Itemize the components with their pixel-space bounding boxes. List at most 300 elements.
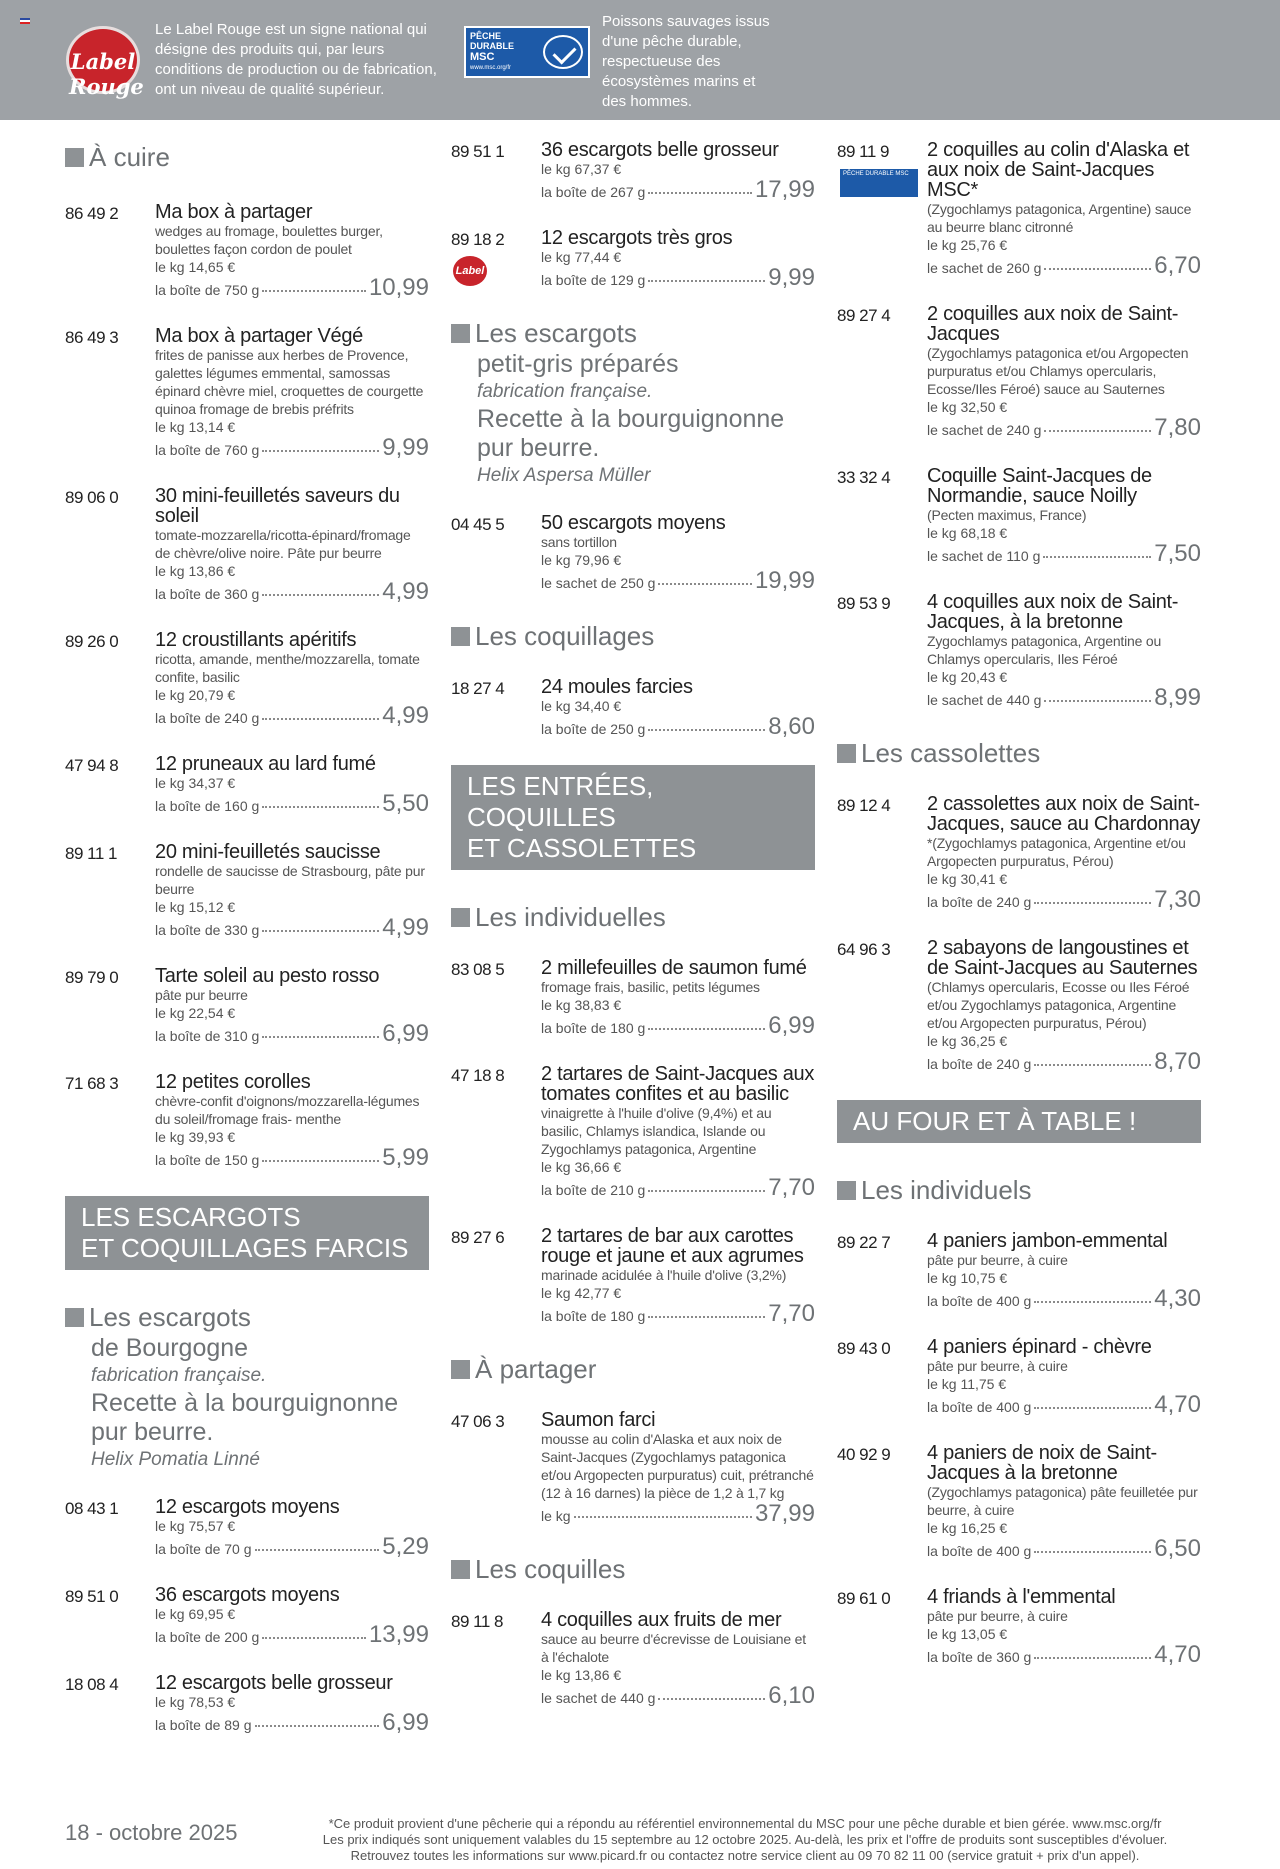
package-size: le sachet de 440 g (541, 1690, 656, 1706)
price-line (541, 1684, 815, 1708)
package-size: la boîte de 310 g (155, 1028, 260, 1044)
product-price: 7,70 (768, 1300, 815, 1327)
product-list (65, 202, 429, 1170)
product-price: 4,70 (1154, 1641, 1201, 1668)
price-line (155, 704, 429, 728)
product-description: tomate-mozzarella/ricotta-épinard/fromage de chèvre/olive noire. Pâte pur beurre (155, 527, 411, 561)
product-price: 37,99 (754, 1500, 815, 1527)
price-per-kg: le kg 25,76 € (927, 237, 1008, 253)
package-size: le sachet de 250 g (541, 575, 656, 591)
package-size: la boîte de 160 g (155, 798, 260, 814)
product-item (837, 140, 1201, 278)
product-body (927, 140, 1201, 278)
dotted-leader (262, 290, 366, 292)
product-code: 47 06 3 (451, 1412, 505, 1431)
price-line (155, 1146, 429, 1170)
dotted-leader (1034, 1301, 1151, 1303)
product-body (155, 1497, 429, 1559)
dotted-leader (648, 280, 765, 282)
package-size: la boîte de 240 g (927, 894, 1032, 910)
package-size: la boîte de 129 g (541, 272, 646, 288)
product-description: *(Zygochlamys patagonica, Argentine et/ou Argopecten purpuratus, Pérou) (927, 835, 1186, 869)
product-price: 6,99 (768, 1012, 815, 1039)
product-price: 5,99 (382, 1144, 429, 1171)
product-body (155, 1673, 429, 1735)
product-price: 17,99 (754, 176, 815, 203)
product-body (927, 1337, 1201, 1417)
product-name: 4 coquilles aux noix de Saint-Jacques, à la bretonne (927, 591, 1179, 633)
product-name: 24 moules farcies (541, 676, 693, 698)
product-list (65, 1497, 429, 1735)
product-code: 89 27 6 (451, 1228, 505, 1247)
product-description: ricotta, amande, menthe/mozzarella, tomate confite, basilic (155, 651, 420, 685)
product-item (65, 1497, 429, 1559)
product-list (451, 513, 815, 593)
product-body (927, 938, 1201, 1074)
footer-legal-text: *Ce produit provient d'une pêcherie qui a répondu au référentiel environnemental du MSC pour une pêche durable et bien gérée. www.msc.org/fr Les prix indiqués sont uniquement valables du 15 septembre au 12 octobre 2025. Au-delà, les prix et l'offre de produits sont susceptibles d'évoluer. Retrouvez toutes les informations sur www.picard.fr ou contactez notre service client au 09 70 82 11 00 (service gratuit + prix d'un appel). (322, 1816, 1168, 1863)
price-line (927, 1393, 1201, 1417)
product-body (155, 842, 429, 940)
package-size: la boîte de 330 g (155, 922, 260, 938)
price-per-kg: le kg 13,05 € (927, 1626, 1008, 1642)
package-size: la boîte de 180 g (541, 1020, 646, 1036)
dotted-leader (658, 1698, 765, 1700)
product-description: marinade acidulée à l'huile d'olive (3,2%) (541, 1267, 787, 1283)
product-price: 6,99 (382, 1709, 429, 1736)
price-per-kg: le kg 11,75 € (927, 1376, 1007, 1392)
price-line (541, 569, 815, 593)
package-size: la boîte de 267 g (541, 184, 646, 200)
square-bullet-icon (451, 324, 470, 343)
header-band (0, 0, 1280, 120)
product-name: 2 cassolettes aux noix de Saint-Jacques, sauce au Chardonnay (927, 793, 1200, 835)
price-line (155, 1711, 429, 1735)
product-list (451, 677, 815, 739)
price-line (541, 715, 815, 739)
dotted-leader (262, 594, 379, 596)
dotted-leader (1043, 556, 1151, 558)
dotted-leader (1034, 902, 1151, 904)
dotted-leader (658, 583, 752, 585)
product-code: 33 32 4 (837, 468, 891, 487)
product-price: 10,99 (368, 274, 429, 301)
product-item (837, 1443, 1201, 1561)
product-description: (Zygochlamys patagonica et/ou Argopecten purpuratus et/ou Chlamys opercularis, Ecosse/Iles Féroé) sauce au Sauternes (927, 345, 1189, 397)
product-description: (Pecten maximus, France) (927, 507, 1087, 523)
product-name: 50 escargots moyens (541, 512, 726, 534)
product-code: 89 06 0 (65, 488, 119, 507)
product-description: fromage frais, basilic, petits légumes (541, 979, 760, 995)
product-item (837, 1231, 1201, 1311)
price-line (155, 792, 429, 816)
price-per-kg: le kg 15,12 € (155, 899, 236, 915)
product-code: 89 53 9 (837, 594, 891, 613)
product-item (451, 140, 815, 202)
msc-text: Poissons sauvages issus d'une pêche durable, respectueuse des écosystèmes marins et des hommes. (602, 13, 770, 110)
product-body (927, 1231, 1201, 1311)
product-name: 2 millefeuilles de saumon fumé (541, 957, 807, 979)
product-name: 2 coquilles au colin d'Alaska et aux noix de Saint-Jacques MSC* (927, 139, 1190, 201)
product-name: 4 paniers jambon-emmental (927, 1230, 1168, 1252)
price-line (927, 1050, 1201, 1074)
product-code: 89 51 1 (451, 142, 505, 161)
section-banner: AU FOUR ET À TABLE ! (837, 1100, 1201, 1143)
product-price: 6,10 (768, 1682, 815, 1709)
dotted-leader (262, 1036, 379, 1038)
product-code: 89 26 0 (65, 632, 119, 651)
price-per-kg: le kg 13,86 € (155, 563, 236, 579)
product-body (541, 677, 815, 739)
product-description: vinaigrette à l'huile d'olive (9,4%) et au basilic, Chlamys islandica, Islande ou Zygochlamys patagonica, Argentine (541, 1105, 772, 1157)
price-line (927, 542, 1201, 566)
price-line (927, 1643, 1201, 1667)
product-item (837, 1587, 1201, 1667)
price-per-kg: le kg 34,37 € (155, 775, 236, 791)
product-description: sans tortillon (541, 534, 617, 550)
product-item (451, 1226, 815, 1326)
product-item (65, 486, 429, 604)
product-item (451, 958, 815, 1038)
product-body (155, 966, 429, 1046)
product-price: 5,29 (382, 1533, 429, 1560)
product-description: (Zygochlamys patagonica) pâte feuilletée pur beurre, à cuire (927, 1484, 1198, 1518)
column-1: À cuire 86 49 2 Ma box à partager wedges au fromage, boulettes burger, boulettes façon cordon de poulet le kg 14,65 € la boîte de 750 g 10,99 86 49 3 Ma box à partager Végé frites de panisse aux herbes de Provence, galettes légumes emmental, samossas épinard chèvre miel, croquettes de courgette quinoa fromage de brebis préfrits le kg 13,14 € la boîte de 760 g 9,99 89 06 0 30 mini-feuilletés saveurs du soleil tomate-mozzarella/ricotta-épinard/fromage de chèvre/olive noire. Pâte pur beurre le kg 13,86 € la boîte de 360 g 4,99 89 26 0 12 croustillants apéritifs ricotta, amande, menthe/mozzarella, tomate confite, basilic le kg 20,79 € la boîte de 240 g 4,99 47 94 8 12 pruneaux au lard fumé le kg 34,37 € la boîte de 160 g 5,50 89 11 1 20 mini-feuilletés saucisse rondelle de saucisse de Strasbourg, pâte pur beurre le kg 15,12 € la boîte de 330 g 4,99 89 79 0 Tarte soleil au pesto rosso pâte pur beurre le kg 22,54 € la boîte de 310 g 6,99 71 68 3 12 petites corolles chèvre-confit d'oignons/mozzarella-légumes du soleil/fromage frais- menthe le kg 39,93 € la boîte de 150 g 5,99 LES ESCARGOTS ET COQUILLAGES FARCIS Les escargots de Bourgogne fabrication française. Recette à la bourguignonne pur beurre. Helix Pomatia Linné 08 43 1 12 escargots moyens le kg 75,57 € la boîte de 70 g 5,29 89 51 0 36 escargots moyens le kg 69,95 € la boîte de 200 g 13,99 18 08 4 12 escargots belle grosseur le kg 78,53 € la boîte de 89 g 6,99 (65, 142, 429, 1736)
price-per-kg: le kg 68,18 € (927, 525, 1008, 541)
square-bullet-icon (451, 1560, 470, 1579)
product-list (837, 794, 1201, 1074)
column-3 (837, 140, 1201, 1693)
price-per-kg: le kg 30,41 € (927, 871, 1008, 887)
square-bullet-icon (65, 148, 84, 167)
product-item (451, 1064, 815, 1200)
product-price: 4,70 (1154, 1391, 1201, 1418)
package-size: le sachet de 240 g (927, 422, 1042, 438)
price-per-kg: le kg 39,93 € (155, 1129, 236, 1145)
square-bullet-icon (451, 908, 470, 927)
product-price: 8,60 (768, 713, 815, 740)
product-list (451, 1610, 815, 1708)
price-line (541, 1014, 815, 1038)
product-name: 12 petites corolles (155, 1071, 311, 1093)
product-name: 4 coquilles aux fruits de mer (541, 1609, 782, 1631)
french-flag-icon (20, 18, 30, 24)
product-body (155, 202, 429, 300)
product-description: (Zygochlamys patagonica, Argentine) sauce au beurre blanc citronné (927, 201, 1192, 235)
dotted-leader (1044, 430, 1151, 432)
section-heading: Les coquillages (451, 619, 815, 661)
product-item (837, 304, 1201, 440)
product-code: 89 12 4 (837, 796, 891, 815)
price-per-kg: le kg 20,43 € (927, 669, 1008, 685)
package-size: la boîte de 240 g (927, 1056, 1032, 1072)
product-code: 40 92 9 (837, 1445, 891, 1464)
price-line (927, 1537, 1201, 1561)
product-price: 8,99 (1154, 684, 1201, 711)
price-line (541, 178, 815, 202)
product-body (541, 140, 815, 202)
product-item (451, 513, 815, 593)
package-size: la boîte de 360 g (927, 1649, 1032, 1665)
package-size: la boîte de 240 g (155, 710, 260, 726)
product-name: 2 tartares de Saint-Jacques aux tomates confites et au basilic (541, 1063, 815, 1105)
product-body (155, 1585, 429, 1647)
price-per-kg: le kg 36,66 € (541, 1159, 622, 1175)
product-body (155, 486, 429, 604)
dotted-leader (1034, 1551, 1151, 1553)
product-body (927, 304, 1201, 440)
product-price: 9,99 (382, 434, 429, 461)
product-code: 89 22 7 (837, 1233, 891, 1252)
dotted-leader (1034, 1407, 1151, 1409)
package-size: la boîte de 180 g (541, 1308, 646, 1324)
product-body (541, 1226, 815, 1326)
price-per-kg: le kg 69,95 € (155, 1606, 236, 1622)
product-code: 86 49 3 (65, 328, 119, 347)
square-bullet-icon (451, 627, 470, 646)
label-rouge-text: Le Label Rouge est un signe national qui désigne des produits qui, par leurs conditions de production ou de fabrication, ont un niveau de qualité supérieur. (155, 21, 437, 98)
product-item (837, 938, 1201, 1074)
package-size: la boîte de 360 g (155, 586, 260, 602)
product-item (65, 842, 429, 940)
dotted-leader (262, 806, 379, 808)
price-line (927, 1287, 1201, 1311)
product-code: 89 27 4 (837, 306, 891, 325)
product-name: 2 sabayons de langoustines et de Saint-Jacques au Sauternes (927, 937, 1198, 979)
product-code: 89 43 0 (837, 1339, 891, 1358)
price-per-kg: le kg 38,83 € (541, 997, 622, 1013)
dotted-leader (262, 1637, 366, 1639)
dotted-leader (574, 1516, 752, 1518)
product-item (65, 326, 429, 460)
dotted-leader (262, 1160, 379, 1162)
product-description: rondelle de saucisse de Strasbourg, pâte pur beurre (155, 863, 425, 897)
product-name: Ma box à partager (155, 201, 313, 223)
product-name: Saumon farci (541, 1409, 656, 1431)
product-code: 89 18 2 (451, 230, 505, 249)
product-code: 86 49 2 (65, 204, 119, 223)
product-price: 13,99 (368, 1621, 429, 1648)
price-line (541, 266, 815, 290)
product-code: 18 27 4 (451, 679, 505, 698)
product-body (927, 794, 1201, 912)
product-price: 8,70 (1154, 1048, 1201, 1075)
package-size: la boîte de 400 g (927, 1293, 1032, 1309)
page-number: 18 - octobre 2025 (65, 1820, 238, 1845)
product-price: 7,50 (1154, 540, 1201, 567)
package-size: la boîte de 210 g (541, 1182, 646, 1198)
msc-fish-icon (543, 35, 583, 69)
section-heading: Les escargots (65, 1300, 429, 1334)
square-bullet-icon (837, 1181, 856, 1200)
product-price: 7,30 (1154, 886, 1201, 913)
product-item (65, 754, 429, 816)
package-size: la boîte de 760 g (155, 442, 260, 458)
product-item (65, 630, 429, 728)
price-line (155, 1623, 429, 1647)
product-price: 6,70 (1154, 252, 1201, 279)
price-per-kg: le kg 13,14 € (155, 419, 236, 435)
dotted-leader (648, 192, 752, 194)
dotted-leader (262, 450, 379, 452)
product-item (65, 1673, 429, 1735)
price-per-kg: le kg 16,25 € (927, 1520, 1008, 1536)
price-line (927, 254, 1201, 278)
product-item (65, 202, 429, 300)
dotted-leader (262, 718, 379, 720)
price-line (155, 580, 429, 604)
product-name: 20 mini-feuilletés saucisse (155, 841, 381, 863)
price-per-kg: le kg 32,50 € (927, 399, 1008, 415)
column-2: 89 51 1 36 escargots belle grosseur le kg 67,37 € la boîte de 267 g 17,99 89 18 2 Label Rouge 12 escargots très gros le kg 77,44 € la boîte de 129 g 9,99 Les escargots petit-gris préparés fabrication française. Recette à la bourguignonne pur beurre. Helix Aspersa Müller 04 45 5 50 escargots moyens sans tortillon le kg 79,96 € le sachet de 250 g 19,99 Les coquillages 18 27 4 24 moules farcies le kg 34,40 € la boîte de 250 g 8,60 LES ENTRÉES, COQUILLES ET CASSOLETTES Les individuelles 83 08 5 2 millefeuilles de saumon fumé fromage frais, basilic, petits légumes le kg 38,83 € la boîte de 180 g 6,99 47 18 8 2 tartares de Saint-Jacques aux tomates confites et au basilic vinaigrette à l'huile d'olive (9,4%) et au basilic, Chlamys islandica, Islande ou Zygochlamys patagonica, Argentine le kg 36,66 € la boîte de 210 g 7,70 89 27 6 2 tartares de bar aux carottes rouge et jaune et aux agrumes marinade acidulée à l'huile d'olive (3,2%) le kg 42,77 € la boîte de 180 g 7,70 À partager 47 06 3 Saumon farci mousse au colin d'Alaska et aux noix de Saint-Jacques (Zygochlamys patagonica et/ou Argopecten purpuratus) cuit, prétranché (12 à 16 darnes) la pièce de 1,2 à 1,7 kg le kg 37,99 Les coquilles 89 11 8 4 coquilles aux fruits de mer sauce au beurre d'écrevisse de Louisiane et à l'échalote le kg 13,86 € le sachet de 440 g 6,10 (451, 139, 815, 1709)
product-body (541, 1064, 815, 1200)
product-body (541, 958, 815, 1038)
section-heading: Les individuelles (451, 900, 815, 942)
price-per-kg: le kg 36,25 € (927, 1033, 1008, 1049)
price-line (927, 416, 1201, 440)
product-body (155, 1072, 429, 1170)
product-list (451, 958, 815, 1326)
section-banner: LES ENTRÉES, COQUILLES ET CASSOLETTES (451, 765, 815, 870)
package-size: la boîte de 150 g (155, 1152, 260, 1168)
product-code: 89 79 0 (65, 968, 119, 987)
product-description: chèvre-confit d'oignons/mozzarella-légumes du soleil/fromage frais- menthe (155, 1093, 420, 1127)
product-code: 64 96 3 (837, 940, 891, 959)
product-body (541, 513, 815, 593)
dotted-leader (1044, 700, 1151, 702)
product-name: 4 paniers épinard - chèvre (927, 1336, 1152, 1358)
label-rouge-badge-icon: Label Rouge (453, 256, 487, 286)
product-list (837, 140, 1201, 710)
square-bullet-icon (451, 1360, 470, 1379)
product-item (837, 592, 1201, 710)
product-item (451, 1410, 815, 1526)
section-heading: À cuire (65, 140, 429, 182)
dotted-leader (1044, 268, 1151, 270)
price-line (155, 1022, 429, 1046)
product-body (927, 1587, 1201, 1667)
product-description: pâte pur beurre, à cuire (927, 1358, 1068, 1374)
price-line (541, 1502, 815, 1526)
product-body (927, 1443, 1201, 1561)
product-description: (Chlamys opercularis, Ecosse ou Iles Féroé et/ou Zygochlamys patagonica, Argentine et/ou Argopecten purpuratus, Pérou) (927, 979, 1190, 1031)
dotted-leader (262, 930, 379, 932)
product-code: 04 45 5 (451, 515, 505, 534)
product-price: 9,99 (768, 264, 815, 291)
package-size: la boîte de 750 g (155, 282, 260, 298)
product-item (837, 466, 1201, 566)
product-item (837, 794, 1201, 912)
product-description: pâte pur beurre (155, 987, 248, 1003)
product-description: wedges au fromage, boulettes burger, boulettes façon cordon de poulet (155, 223, 383, 257)
product-code: 47 18 8 (451, 1066, 505, 1085)
package-size: le sachet de 110 g (927, 548, 1041, 564)
price-per-kg: le kg 34,40 € (541, 698, 622, 714)
product-name: 4 friands à l'emmental (927, 1586, 1116, 1608)
product-name: 12 escargots très gros (541, 227, 733, 249)
product-price: 4,99 (382, 702, 429, 729)
product-code: 89 61 0 (837, 1589, 891, 1608)
product-name: 2 tartares de bar aux carottes rouge et jaune et aux agrumes (541, 1225, 804, 1267)
price-per-kg: le kg 10,75 € (927, 1270, 1008, 1286)
package-size: la boîte de 89 g (155, 1717, 252, 1733)
product-price: 4,99 (382, 578, 429, 605)
label-rouge-logo-icon: Label Rouge (66, 26, 140, 94)
product-item (65, 966, 429, 1046)
product-name: 12 pruneaux au lard fumé (155, 753, 376, 775)
package-size: la boîte de 250 g (541, 721, 646, 737)
price-line (155, 1535, 429, 1559)
product-name: 36 escargots moyens (155, 1584, 340, 1606)
price-per-kg: le kg 42,77 € (541, 1285, 622, 1301)
product-name: Coquille Saint-Jacques de Normandie, sauce Noilly (927, 465, 1152, 507)
section-heading: Les cassolettes (837, 736, 1201, 778)
product-name: 36 escargots belle grosseur (541, 139, 779, 161)
price-per-kg: le kg 14,65 € (155, 259, 236, 275)
price-line (927, 888, 1201, 912)
product-body (927, 466, 1201, 566)
dotted-leader (648, 1028, 765, 1030)
product-body (155, 754, 429, 816)
product-body (155, 630, 429, 728)
product-body (155, 326, 429, 460)
product-description: Zygochlamys patagonica, Argentine ou Chlamys opercularis, Iles Féroé (927, 633, 1162, 667)
product-price: 6,99 (382, 1020, 429, 1047)
section-heading: Les escargots (451, 316, 815, 350)
square-bullet-icon (837, 744, 856, 763)
product-description: pâte pur beurre, à cuire (927, 1252, 1068, 1268)
product-code: 89 11 9 (837, 142, 889, 161)
package-size: le sachet de 260 g (927, 260, 1042, 276)
product-item (837, 1337, 1201, 1417)
product-name: 12 croustillants apéritifs (155, 629, 357, 651)
product-list (837, 1231, 1201, 1667)
product-code: 18 08 4 (65, 1675, 119, 1694)
section-heading: À partager (451, 1352, 815, 1394)
dotted-leader (255, 1725, 380, 1727)
product-price: 4,30 (1154, 1285, 1201, 1312)
dotted-leader (648, 729, 765, 731)
product-price: 5,50 (382, 790, 429, 817)
price-line (155, 916, 429, 940)
price-line (927, 686, 1201, 710)
msc-badge-icon: PÊCHE DURABLE MSC (839, 168, 919, 198)
product-item (65, 1072, 429, 1170)
package-size: la boîte de 400 g (927, 1399, 1032, 1415)
product-item (451, 1610, 815, 1708)
product-description: sauce au beurre d'écrevisse de Louisiane et à l'échalote (541, 1631, 806, 1665)
price-per-kg: le kg 20,79 € (155, 687, 236, 703)
product-code: 47 94 8 (65, 756, 119, 775)
dotted-leader (1034, 1064, 1151, 1066)
price-line (155, 276, 429, 300)
product-name: 4 paniers de noix de Saint-Jacques à la bretonne (927, 1442, 1157, 1484)
dotted-leader (255, 1549, 380, 1551)
product-name: 30 mini-feuilletés saveurs du soleil (155, 485, 400, 527)
product-code: 83 08 5 (451, 960, 505, 979)
product-name: Tarte soleil au pesto rosso (155, 965, 380, 987)
product-name: 12 escargots moyens (155, 1496, 340, 1518)
product-code: 71 68 3 (65, 1074, 119, 1093)
package-size: la boîte de 400 g (927, 1543, 1032, 1559)
price-per-kg: le kg 79,96 € (541, 552, 622, 568)
product-body (541, 1610, 815, 1708)
product-price: 19,99 (754, 567, 815, 594)
product-description: frites de panisse aux herbes de Provence, galettes légumes emmental, samossas épinard chèvre miel, croquettes de courgette quinoa fromage de brebis préfrits (155, 347, 424, 417)
msc-logo-icon: PÊCHE DURABLE MSC www.msc.org/fr (464, 26, 590, 78)
product-item (451, 677, 815, 739)
package-size: la boîte de 200 g (155, 1629, 260, 1645)
package-size: le kg (541, 1508, 571, 1524)
